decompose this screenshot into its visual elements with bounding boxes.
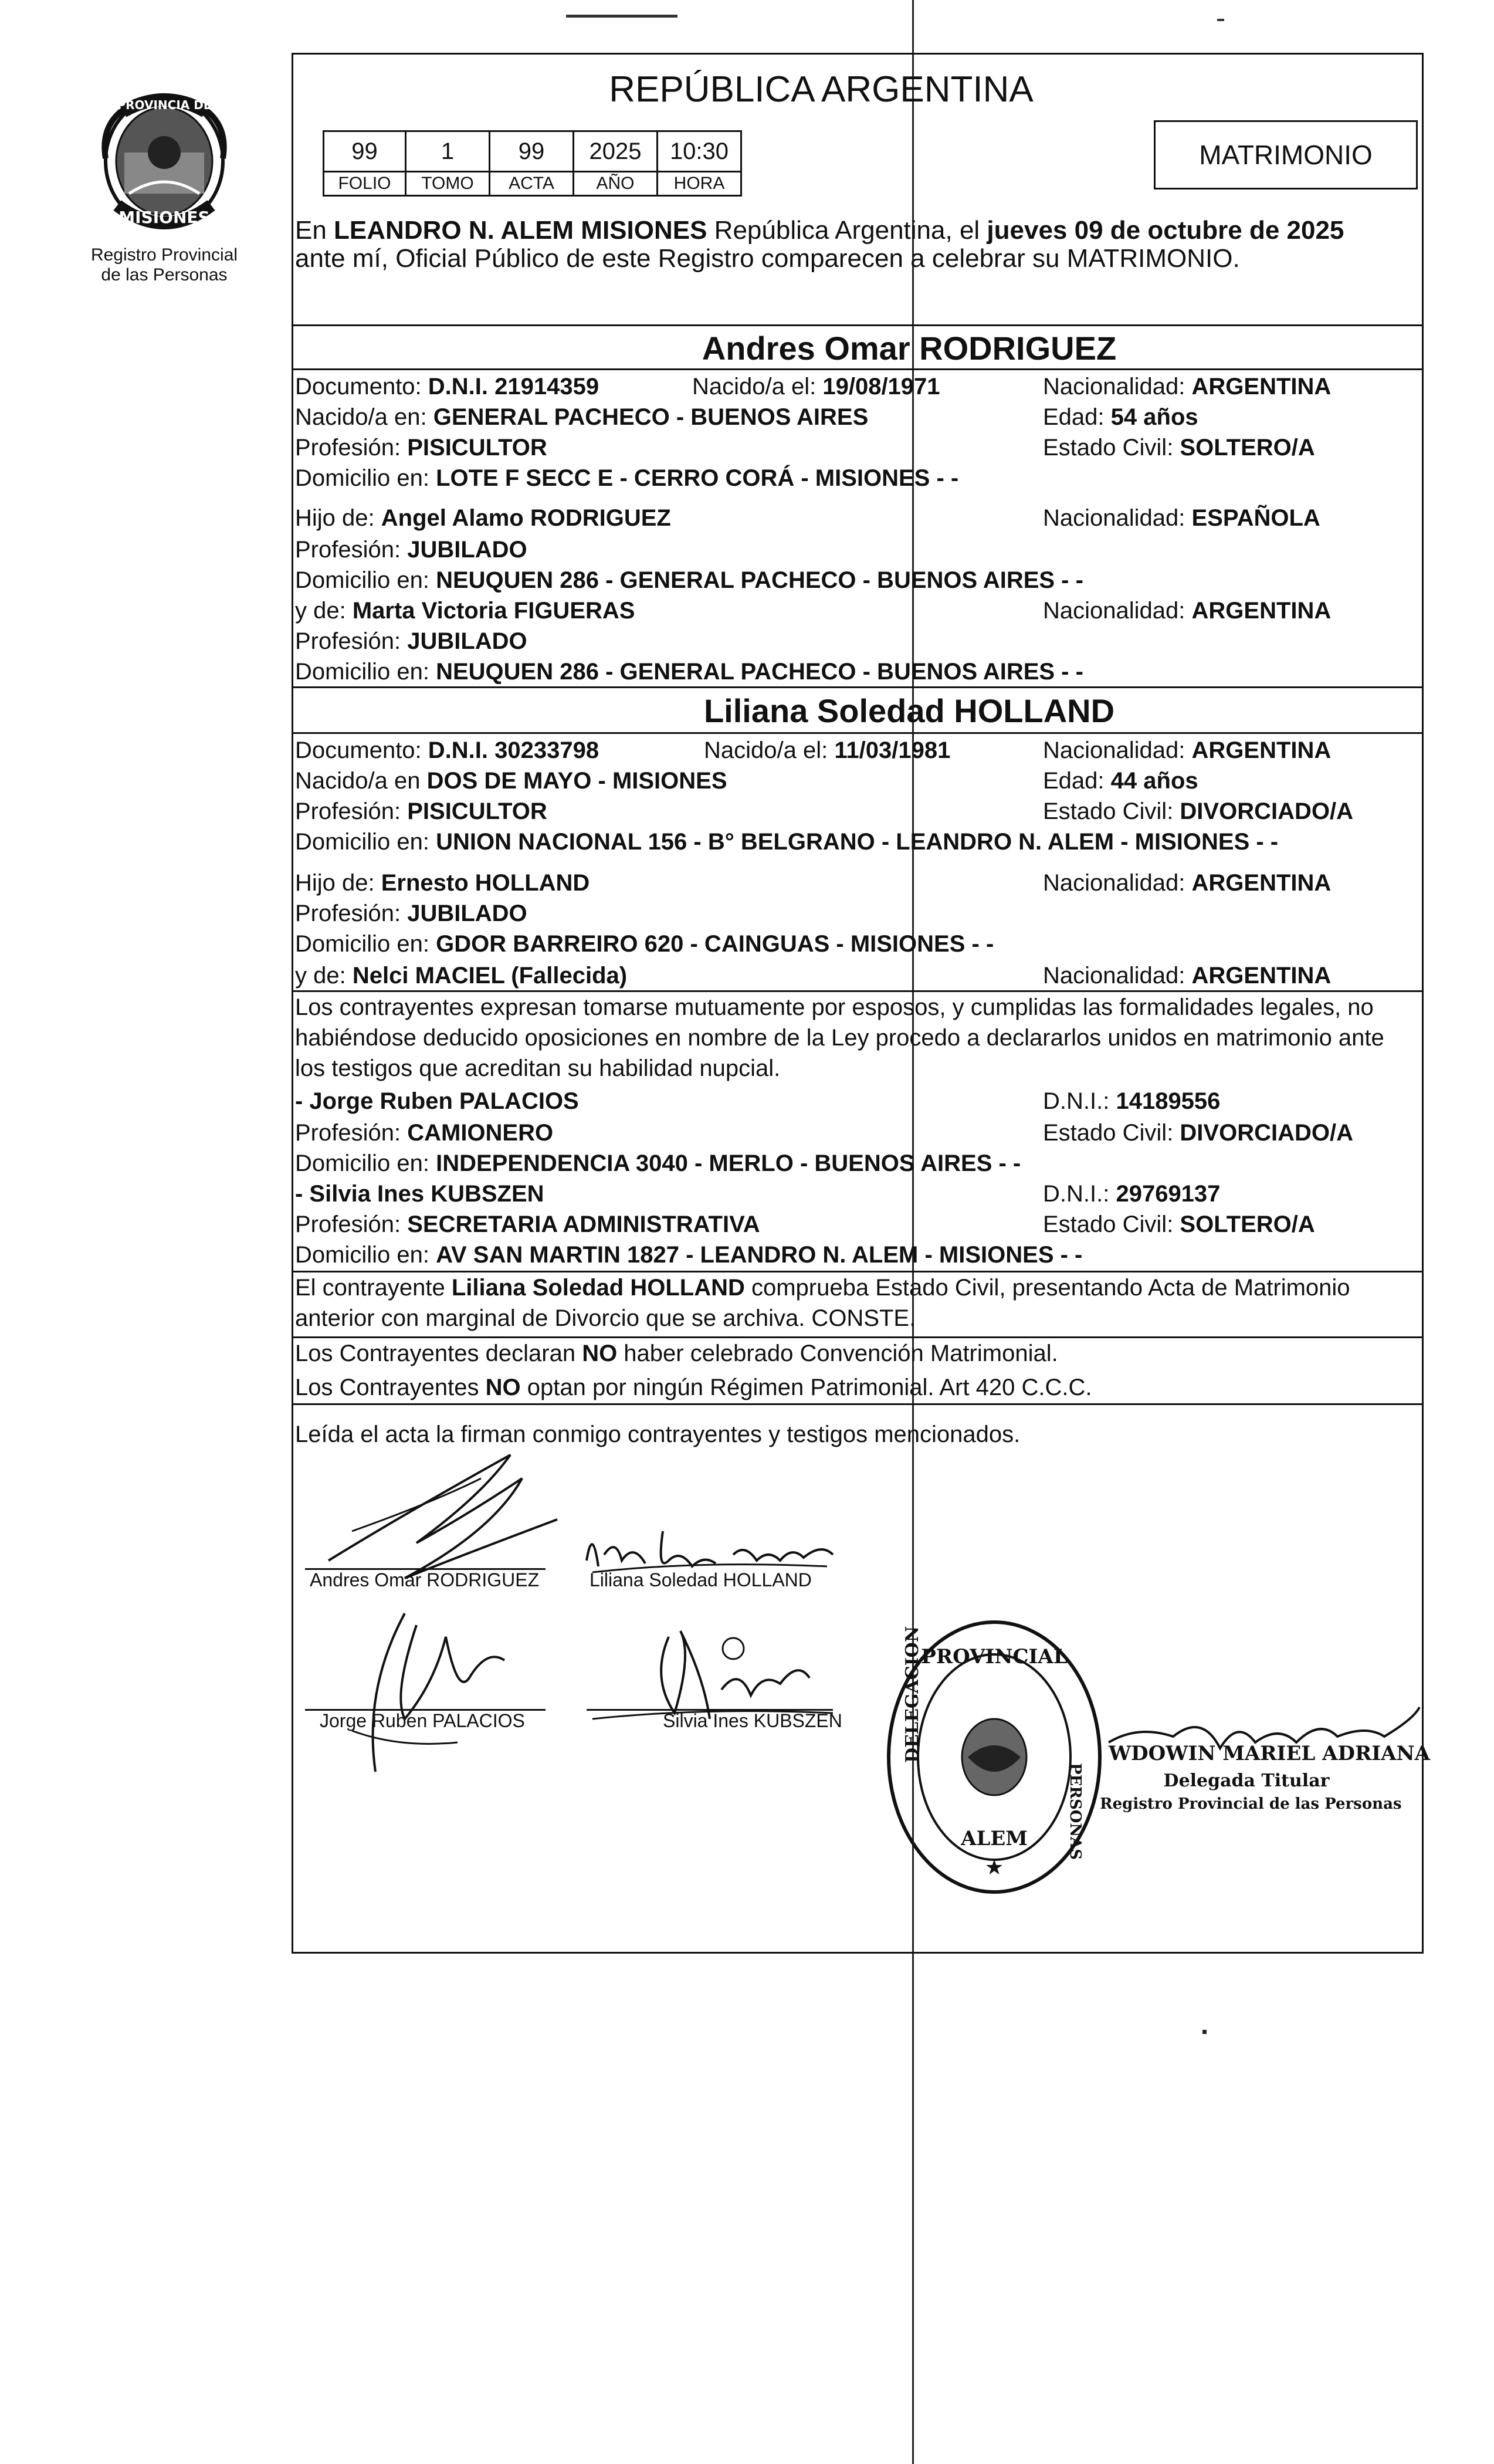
witness1-address: Domicilio en: INDEPENDENCIA 3040 - MERLO - BUENOS AIRES - - — [295, 1150, 1021, 1176]
hora-label: HORA — [658, 172, 741, 196]
tomo-label: TOMO — [406, 172, 490, 196]
official-title: Delegada Titular — [1163, 1771, 1330, 1791]
divider — [292, 732, 1424, 734]
groom-mother-address: Domicilio en: NEUQUEN 286 - GENERAL PACHECO - BUENOS AIRES - - — [295, 659, 1083, 685]
note-line1: El contrayente Liliana Soledad HOLLAND comprueba Estado Civil, presentando Acta de Matrimonio — [295, 1275, 1350, 1301]
ceremony-date: jueves 09 de octubre de 2025 — [987, 216, 1344, 245]
bride-born-date: Nacido/a el: 11/03/1981 — [704, 737, 951, 763]
logo-caption — [70, 245, 258, 285]
bride-birthplace: Nacido/a en DOS DE MAYO - MISIONES — [295, 768, 727, 794]
witness2-profession: Profesión: SECRETARIA ADMINISTRATIVA — [295, 1211, 760, 1237]
groom-name-heading: Andres Omar RODRIGUEZ — [702, 330, 1117, 367]
convention-line2: Los Contrayentes NO optan por ningún Régimen Patrimonial. Art 420 C.C.C. — [295, 1375, 1092, 1400]
groom-mother: y de: Marta Victoria FIGUERAS — [295, 598, 635, 624]
logo-caption-line1: Registro Provincial — [90, 245, 238, 265]
acta-label: ACTA — [490, 172, 574, 196]
page-title: REPÚBLICA ARGENTINA — [609, 69, 1034, 110]
groom-mother-nationality: Nacionalidad: ARGENTINA — [1043, 598, 1332, 624]
witness2-name: - Silvia Ines KUBSZEN — [295, 1181, 544, 1207]
logo-top-arc-text: PROVINCIA DE — [117, 98, 212, 112]
groom-birthplace: Nacido/a en: GENERAL PACHECO - BUENOS AIRES — [295, 404, 869, 430]
divider — [292, 368, 1424, 370]
intro-line2: ante mí, Oficial Público de este Registro comparecen a celebrar su MATRIMONIO. — [295, 244, 1240, 273]
bride-name-heading: Liliana Soledad HOLLAND — [703, 692, 1115, 729]
declaration-line3: los testigos que acreditan su habilidad nupcial. — [295, 1055, 781, 1081]
bride-age: Edad: 44 años — [1043, 768, 1198, 794]
scan-speck — [566, 15, 677, 18]
note-line2: anterior con marginal de Divorcio que se archiva. CONSTE. — [295, 1305, 916, 1331]
ceremony-place: LEANDRO N. ALEM MISIONES — [334, 216, 707, 245]
bride-civil-status: Estado Civil: DIVORCIADO/A — [1043, 798, 1353, 824]
groom-profession: Profesión: PISICULTOR — [295, 435, 547, 461]
bride-address: Domicilio en: UNION NACIONAL 156 - B° BELGRANO - LEANDRO N. ALEM - MISIONES - - — [295, 829, 1279, 855]
groom-document: Documento: D.N.I. 21914359 — [295, 374, 599, 400]
registry-table — [323, 130, 742, 197]
divider — [292, 1271, 1424, 1272]
svg-text:DELEGACION: DELEGACION — [902, 1626, 923, 1763]
bride-mother: y de: Nelci MACIEL (Fallecida) — [295, 963, 628, 989]
witness2-signature-name: Silvia Ines KUBSZEN — [663, 1710, 842, 1731]
groom-mother-profession: Profesión: JUBILADO — [295, 628, 527, 654]
groom-father: Hijo de: Angel Alamo RODRIGUEZ — [295, 505, 671, 531]
groom-father-nationality: Nacionalidad: ESPAÑOLA — [1043, 505, 1320, 531]
divider — [292, 990, 1424, 992]
divider — [292, 686, 1424, 688]
bride-mother-nationality: Nacionalidad: ARGENTINA — [1043, 963, 1332, 989]
groom-address: Domicilio en: LOTE F SECC E - CERRO CORÁ - MISIONES - - — [295, 465, 959, 491]
groom-father-address: Domicilio en: NEUQUEN 286 - GENERAL PACHECO - BUENOS AIRES - - — [295, 567, 1083, 593]
bride-father: Hijo de: Ernesto HOLLAND — [295, 870, 590, 896]
folio-label: FOLIO — [324, 172, 406, 196]
witness1-signature-name: Jorge Ruben PALACIOS — [320, 1710, 525, 1731]
record-type-box — [1154, 120, 1418, 189]
groom-civil-status: Estado Civil: SOLTERO/A — [1043, 435, 1315, 461]
bride-father-profession: Profesión: JUBILADO — [295, 901, 527, 926]
witness2-dni: D.N.I.: 29769137 — [1043, 1181, 1221, 1207]
svg-text:PROVINCIAL: PROVINCIAL — [921, 1645, 1068, 1668]
closing-statement: Leída el acta la firman conmigo contrayentes y testigos mencionados. — [295, 1421, 1021, 1447]
official-office: Registro Provincial de las Personas — [1100, 1795, 1402, 1813]
official-name: WDOWIN MARIEL ADRIANA — [1109, 1742, 1430, 1765]
svg-text:★: ★ — [984, 1855, 1004, 1879]
declaration-line1: Los contrayentes expresan tomarse mutuamente por esposos, y cumplidas las formalidades legales, no — [295, 994, 1374, 1020]
intro-prefix: En — [295, 216, 334, 245]
divider — [292, 1336, 1424, 1338]
acta-value: 99 — [490, 131, 574, 172]
scan-speck — [1217, 19, 1224, 21]
logo-bottom-arc-text: MISIONES — [118, 208, 210, 227]
logo-caption-line2: de las Personas — [101, 265, 228, 285]
coat-of-arms-icon — [88, 88, 240, 241]
intro-line1 — [295, 215, 1344, 246]
divider — [292, 1403, 1424, 1405]
witness1-profession: Profesión: CAMIONERO — [295, 1120, 554, 1146]
witness1-dni: D.N.I.: 14189556 — [1043, 1088, 1221, 1114]
divider — [292, 324, 1424, 326]
ano-label: AÑO — [574, 172, 658, 196]
official-registry-stamp — [883, 1616, 1106, 1898]
tomo-value: 1 — [406, 131, 490, 172]
bride-document: Documento: D.N.I. 30233798 — [295, 737, 599, 763]
record-type: MATRIMONIO — [1199, 140, 1373, 170]
groom-age: Edad: 54 años — [1043, 404, 1198, 430]
bride-father-nationality: Nacionalidad: ARGENTINA — [1043, 870, 1332, 896]
witness1-signature-scribble — [328, 1602, 540, 1778]
groom-born-date: Nacido/a el: 19/08/1971 — [692, 374, 940, 400]
witness1-name: - Jorge Ruben PALACIOS — [295, 1088, 579, 1114]
groom-nationality: Nacionalidad: ARGENTINA — [1043, 374, 1332, 400]
witness2-civil-status: Estado Civil: SOLTERO/A — [1043, 1211, 1315, 1237]
province-coat-of-arms — [88, 88, 240, 241]
folio-value: 99 — [324, 131, 406, 172]
hora-value: 10:30 — [658, 131, 741, 172]
witness1-civil-status: Estado Civil: DIVORCIADO/A — [1043, 1120, 1353, 1146]
bride-nationality: Nacionalidad: ARGENTINA — [1043, 737, 1332, 763]
svg-text:ALEM: ALEM — [961, 1827, 1028, 1850]
intro-middle: República Argentina, el — [707, 216, 987, 245]
svg-text:PERSONAS: PERSONAS — [1066, 1763, 1084, 1860]
groom-father-profession: Profesión: JUBILADO — [295, 537, 527, 563]
bride-signature-name: Liliana Soledad HOLLAND — [590, 1569, 812, 1590]
witness2-address: Domicilio en: AV SAN MARTIN 1827 - LEANDRO N. ALEM - MISIONES - - — [295, 1242, 1083, 1268]
bride-profession: Profesión: PISICULTOR — [295, 798, 547, 824]
ano-value: 2025 — [574, 131, 658, 172]
scan-speck — [1202, 2030, 1207, 2034]
convention-line1: Los Contrayentes declaran NO haber celebrado Convención Matrimonial. — [295, 1341, 1058, 1366]
groom-signature-name: Andres Omar RODRIGUEZ — [310, 1569, 540, 1590]
bride-father-address: Domicilio en: GDOR BARREIRO 620 - CAINGUAS - MISIONES - - — [295, 931, 994, 957]
declaration-line2: habiéndose deducido oposiciones en nombre de la Ley procedo a declararlos unidos en matrimonio ante — [295, 1025, 1384, 1051]
